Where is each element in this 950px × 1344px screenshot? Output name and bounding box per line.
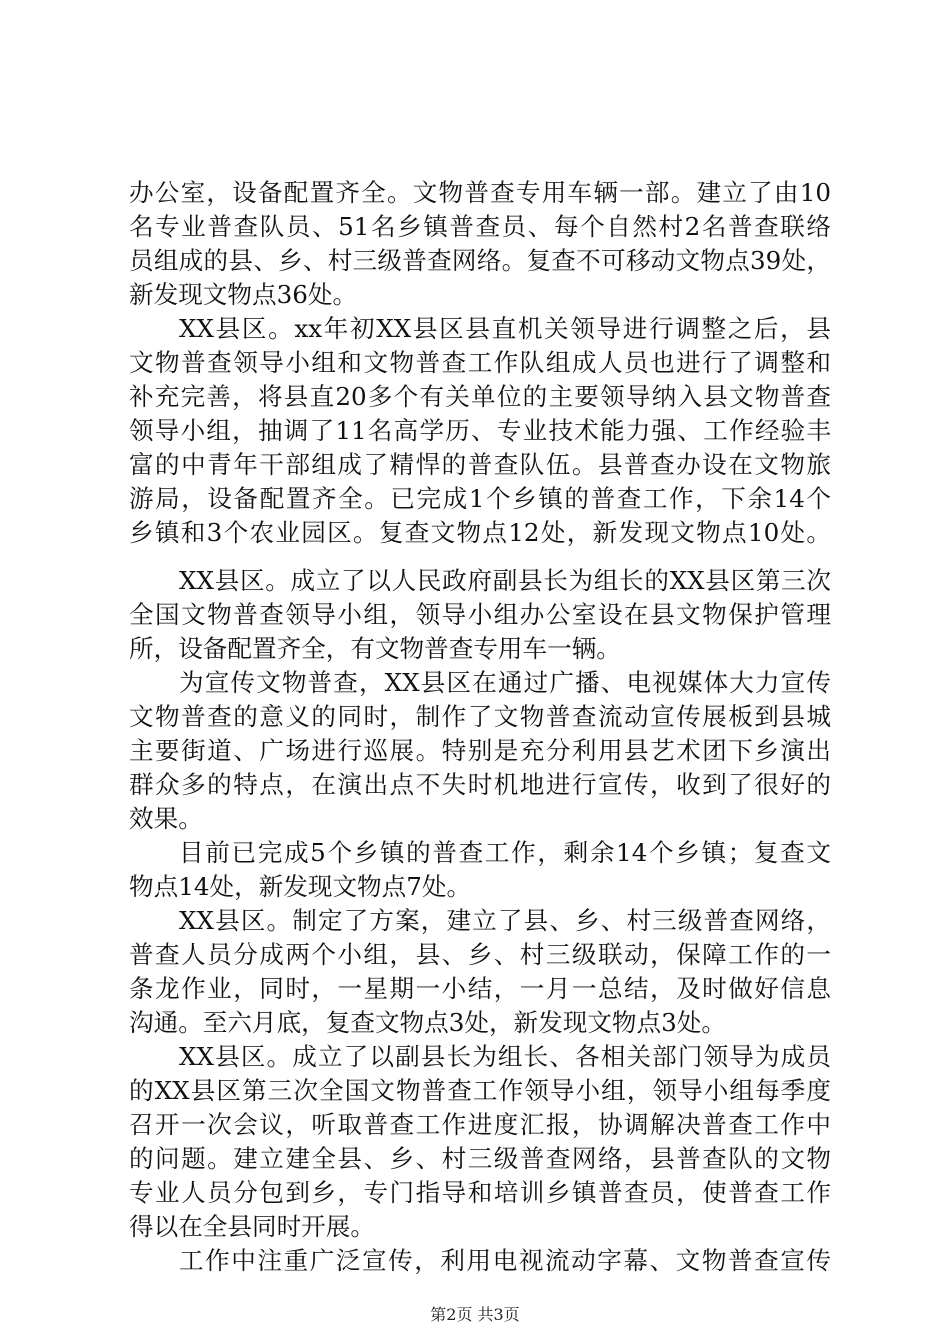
body-text-line: 所，设备配置齐全，有文物普查专用车一辆。 [129,634,621,663]
body-text-line: 名专业普查队员、51名乡镇普查员、每个自然村2名普查联络 [129,212,831,241]
body-text-line: 效果。 [129,804,203,833]
paragraph-first-line: 目前已完成5个乡镇的普查工作，剩余14个乡镇；复查文 [179,838,831,867]
body-text-line: 补充完善，将县直20多个有关单位的主要领导纳入县文物普查 [129,382,831,411]
body-text-line: 条龙作业，同时，一星期一小结，一月一总结，及时做好信息 [129,974,831,1003]
body-text-line: 得以在全县同时开展。 [129,1212,375,1241]
body-text-line: 领导小组，抽调了11名高学历、专业技术能力强、工作经验丰 [129,416,831,445]
paragraph-first-line: XX县区。制定了方案，建立了县、乡、村三级普查网络， [179,906,831,935]
body-text-line: 的问题。建立建全县、乡、村三级普查网络，县普查队的文物 [129,1144,831,1173]
body-text-line: 文物普查领导小组和文物普查工作队组成人员也进行了调整和 [129,348,831,377]
body-text-line: 专业人员分包到乡，专门指导和培训乡镇普查员，使普查工作 [129,1178,831,1207]
body-text-line: 沟通。至六月底，复查文物点3处，新发现文物点3处。 [129,1008,726,1037]
body-text-line: 主要街道、广场进行巡展。特别是充分利用县艺术团下乡演出 [129,736,831,765]
paragraph-first-line: XX县区。成立了以人民政府副县长为组长的XX县区第三次 [179,566,831,595]
body-text-line: 全国文物普查领导小组，领导小组办公室设在县文物保护管理 [129,600,831,629]
body-text-line: 富的中青年干部组成了精悍的普查队伍。县普查办设在文物旅 [129,450,831,479]
body-text-line: 普查人员分成两个小组，县、乡、村三级联动，保障工作的一 [129,940,831,969]
body-text-line: 新发现文物点36处。 [129,280,358,309]
paragraph-first-line: 工作中注重广泛宣传，利用电视流动字幕、文物普查宣传 [179,1246,831,1275]
body-text-line: 员组成的县、乡、村三级普查网络。复查不可移动文物点39处， [129,246,831,275]
paragraph-first-line: XX县区。xx年初XX县区县直机关领导进行调整之后，县 [179,314,831,343]
body-text-line: 物点14处，新发现文物点7处。 [129,872,472,901]
page-number-footer: 第2页 共3页 [430,1305,520,1324]
body-text-line: 文物普查的意义的同时，制作了文物普查流动宣传展板到县城 [129,702,831,731]
body-text-line: 群众多的特点，在演出点不失时机地进行宣传，收到了很好的 [129,770,831,799]
body-text-line: 的XX县区第三次全国文物普查工作领导小组，领导小组每季度 [129,1076,831,1105]
body-text-line: 乡镇和3个农业园区。复查文物点12处，新发现文物点10处。 [129,518,831,547]
body-text-line: 游局，设备配置齐全。已完成1个乡镇的普查工作，下余14个 [129,484,831,513]
body-text-line: 办公室，设备配置齐全。文物普查专用车辆一部。建立了由10 [129,178,831,207]
paragraph-first-line: 为宣传文物普查，XX县区在通过广播、电视媒体大力宣传 [179,668,831,697]
body-text-line: 召开一次会议，听取普查工作进度汇报，协调解决普查工作中 [129,1110,831,1139]
paragraph-first-line: XX县区。成立了以副县长为组长、各相关部门领导为成员 [179,1042,831,1071]
